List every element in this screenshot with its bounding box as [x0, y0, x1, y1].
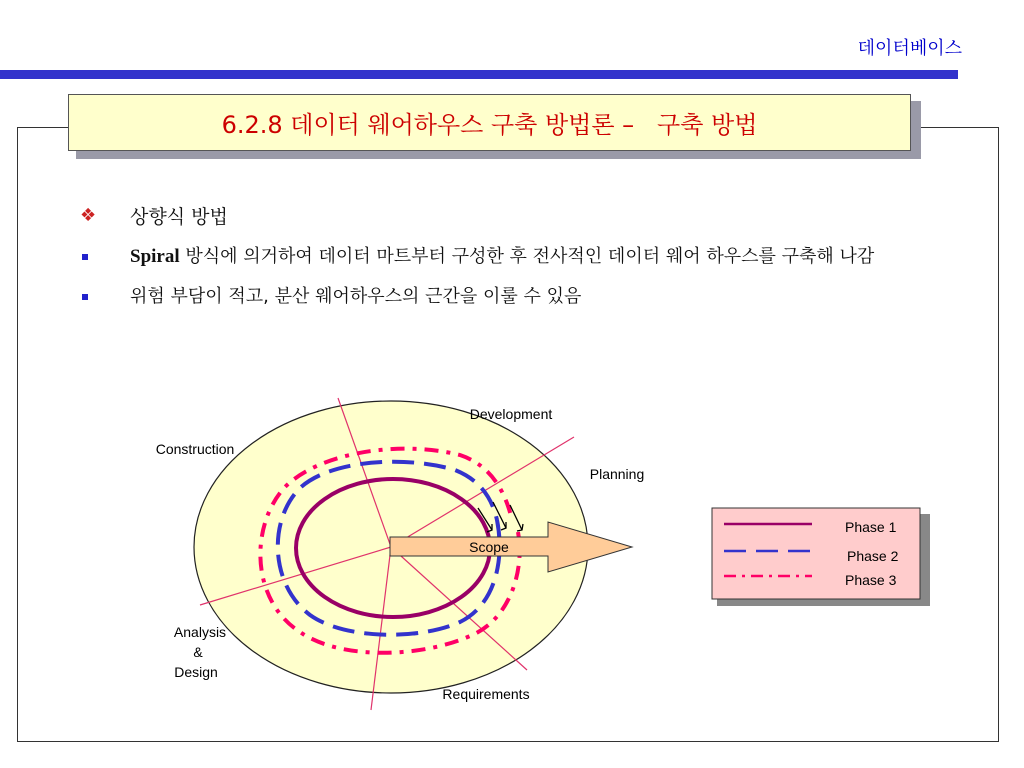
bullet-rest-text: 방식에 의거하여 데이터 마트부터 구성한 후 전사적인 데이터 웨어 하우스를 구축해 나감	[179, 246, 875, 267]
bullet-item-text: 위험 부담이 적고, 분산 웨어하우스의 근간을 이룰 수 있음	[130, 286, 582, 307]
bullet-strong-text: Spiral	[130, 246, 180, 267]
analysis-label: Analysis	[173, 624, 227, 640]
legend-phase2-label: Phase 2	[847, 548, 899, 564]
bullet-heading-text: 상향식 방법	[130, 206, 228, 228]
scope-label: Scope	[469, 539, 509, 555]
slide-title: 6.2.8 데이터 웨어하우스 구축 방법론 – 구축 방법	[221, 111, 758, 139]
legend-phase3-label: Phase 3	[845, 572, 897, 588]
planning-label: Planning	[589, 466, 645, 482]
requirements-label: Requirements	[442, 686, 530, 702]
construction-label: Construction	[155, 441, 235, 457]
diamond-bullet-icon: ❖	[80, 205, 97, 226]
development-label: Development	[469, 406, 553, 422]
section-label: 데이터베이스	[857, 38, 962, 59]
legend-phase1-label: Phase 1	[845, 519, 897, 535]
analysis-label: Design	[174, 664, 218, 680]
analysis-label: &	[193, 644, 203, 660]
